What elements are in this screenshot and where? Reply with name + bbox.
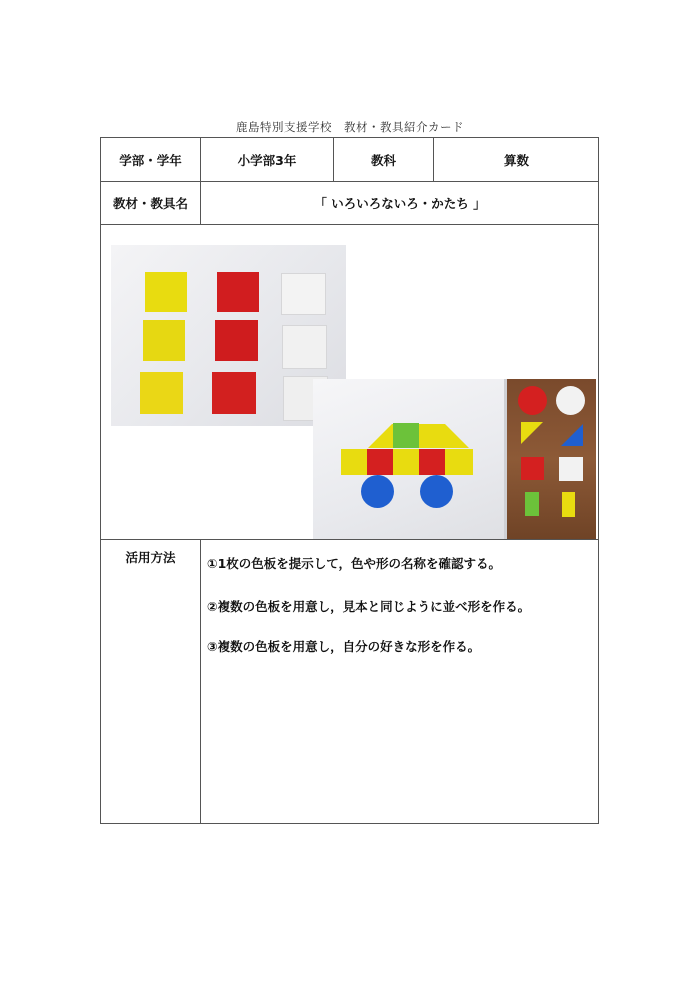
usage-step-1: ①1枚の色板を提示して，色や形の名称を確認する。	[207, 556, 502, 571]
document-title: 鹿島特別支援学校 教材・教具紹介カード	[236, 120, 464, 134]
material-card	[100, 137, 599, 824]
material-name: 「 いろいろないろ・かたち 」	[314, 196, 486, 211]
yellow-square	[140, 372, 183, 414]
row-divider	[101, 224, 598, 225]
yellow-triangle	[445, 424, 469, 448]
blue-triangle	[561, 424, 583, 446]
blue-circle-wheel	[361, 475, 394, 508]
red-square	[367, 449, 393, 475]
label-grade: 学部・学年	[119, 152, 182, 168]
yellow-triangle	[521, 422, 543, 444]
yellow-rectangle	[562, 492, 575, 517]
col-divider	[200, 539, 201, 824]
desk-surface	[507, 379, 596, 539]
usage-step-3: ③複数の色板を用意し，自分の好きな形を作る。	[207, 639, 481, 654]
red-square	[217, 272, 259, 312]
subject-value: 算数	[503, 152, 529, 168]
white-square	[282, 274, 325, 314]
white-square	[283, 326, 326, 368]
photo-car-and-shapes	[313, 379, 596, 539]
green-rectangle	[525, 492, 539, 516]
label-subject: 教科	[370, 152, 396, 168]
red-square	[212, 372, 256, 414]
red-square	[419, 449, 445, 475]
blue-circle-wheel	[420, 475, 453, 508]
yellow-square	[341, 449, 367, 475]
yellow-square	[393, 449, 419, 475]
label-material: 教材・教具名	[112, 196, 188, 211]
yellow-triangle	[368, 424, 392, 448]
red-square	[521, 457, 544, 480]
yellow-square	[145, 272, 187, 312]
white-square	[559, 457, 583, 481]
white-circle	[556, 386, 585, 415]
yellow-square	[445, 449, 473, 475]
red-circle	[518, 386, 547, 415]
usage-step-2: ②複数の色板を用意し，見本と同じように並べ形を作る。	[207, 599, 531, 614]
label-usage: 活用方法	[125, 550, 176, 565]
red-square	[215, 320, 258, 361]
grade-value: 小学部3年	[237, 152, 297, 168]
photo-color-tiles	[111, 245, 346, 426]
yellow-square	[419, 424, 445, 448]
green-square	[393, 423, 419, 448]
row-divider	[101, 539, 598, 540]
yellow-square	[143, 320, 185, 361]
whiteboard	[313, 379, 507, 539]
